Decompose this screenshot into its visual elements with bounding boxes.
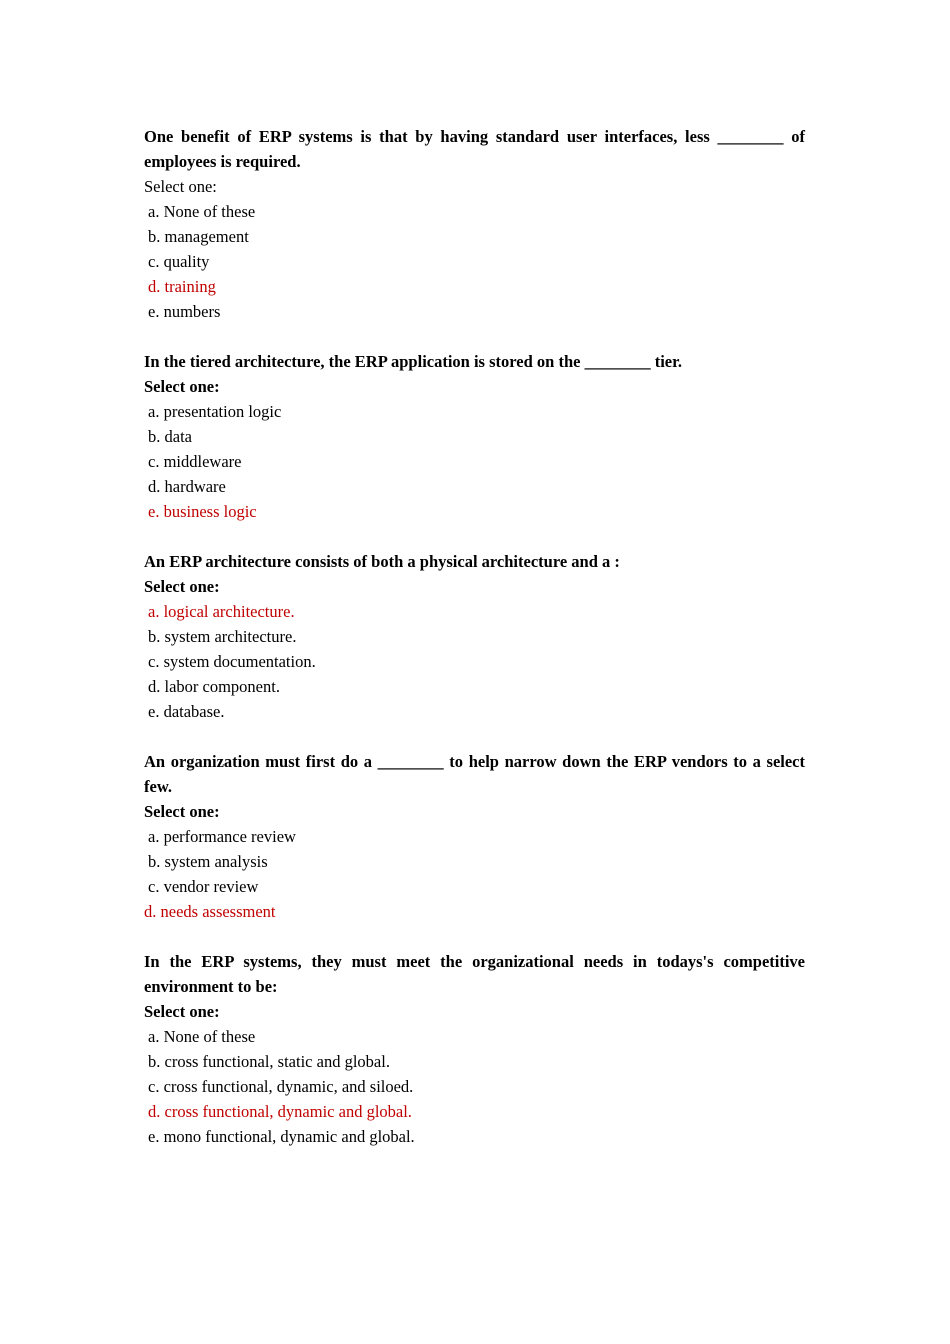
option-b[interactable]: b. system architecture. xyxy=(148,627,297,646)
option-d[interactable]: d. labor component. xyxy=(148,677,280,696)
select-one-label: Select one: xyxy=(144,177,217,196)
question-2 xyxy=(144,349,805,524)
option-a[interactable]: a. None of these xyxy=(148,202,256,221)
select-one-label: Select one: xyxy=(144,1002,220,1021)
question-text: An ERP architecture consists of both a physical architecture and a : xyxy=(144,552,620,571)
option-a[interactable]: a. performance review xyxy=(148,827,296,846)
option-d[interactable]: d. hardware xyxy=(148,477,226,496)
answer-options xyxy=(144,1024,805,1149)
option-c[interactable]: c. vendor review xyxy=(148,877,259,896)
question-text: In the tiered architecture, the ERP application is stored on the ________ tier. xyxy=(144,352,683,371)
answer-options xyxy=(144,199,805,324)
answer-options xyxy=(144,824,805,924)
option-b[interactable]: b. cross functional, static and global. xyxy=(148,1052,390,1071)
option-c[interactable]: c. quality xyxy=(148,252,210,271)
option-a[interactable]: a. presentation logic xyxy=(148,402,282,421)
option-a[interactable]: a. None of these xyxy=(148,1027,256,1046)
option-e[interactable]: e. numbers xyxy=(148,302,221,321)
option-b[interactable]: b. data xyxy=(148,427,192,446)
answer-options xyxy=(144,399,805,524)
answer-options xyxy=(144,599,805,724)
option-e[interactable]: e. database. xyxy=(148,702,225,721)
select-one-label: Select one: xyxy=(144,577,220,596)
option-c[interactable]: c. middleware xyxy=(148,452,242,471)
option-c[interactable]: c. cross functional, dynamic, and siloed. xyxy=(148,1077,414,1096)
question-4 xyxy=(144,749,805,924)
question-text: An organization must first do a ________ to help narrow down the ERP vendors to a select few. xyxy=(144,752,805,796)
option-c[interactable]: c. system documentation. xyxy=(148,652,316,671)
question-text: In the ERP systems, they must meet the organizational needs in todays's competitive environment to be: xyxy=(144,952,805,996)
option-a-correct[interactable]: a. logical architecture. xyxy=(148,602,295,621)
option-d-correct[interactable]: d. cross functional, dynamic and global. xyxy=(148,1102,412,1121)
option-d-correct[interactable]: d. needs assessment xyxy=(144,902,276,921)
question-5 xyxy=(144,949,805,1149)
question-1 xyxy=(144,124,805,324)
option-d-correct[interactable]: d. training xyxy=(148,277,216,296)
option-e-correct[interactable]: e. business logic xyxy=(148,502,257,521)
select-one-label: Select one: xyxy=(144,802,220,821)
option-b[interactable]: b. management xyxy=(148,227,249,246)
question-text: One benefit of ERP systems is that by having standard user interfaces, less ________ of employees is required. xyxy=(144,127,805,171)
quiz-page xyxy=(144,124,805,1174)
question-3 xyxy=(144,549,805,724)
select-one-label: Select one: xyxy=(144,377,220,396)
option-e[interactable]: e. mono functional, dynamic and global. xyxy=(148,1127,415,1146)
option-b[interactable]: b. system analysis xyxy=(148,852,268,871)
